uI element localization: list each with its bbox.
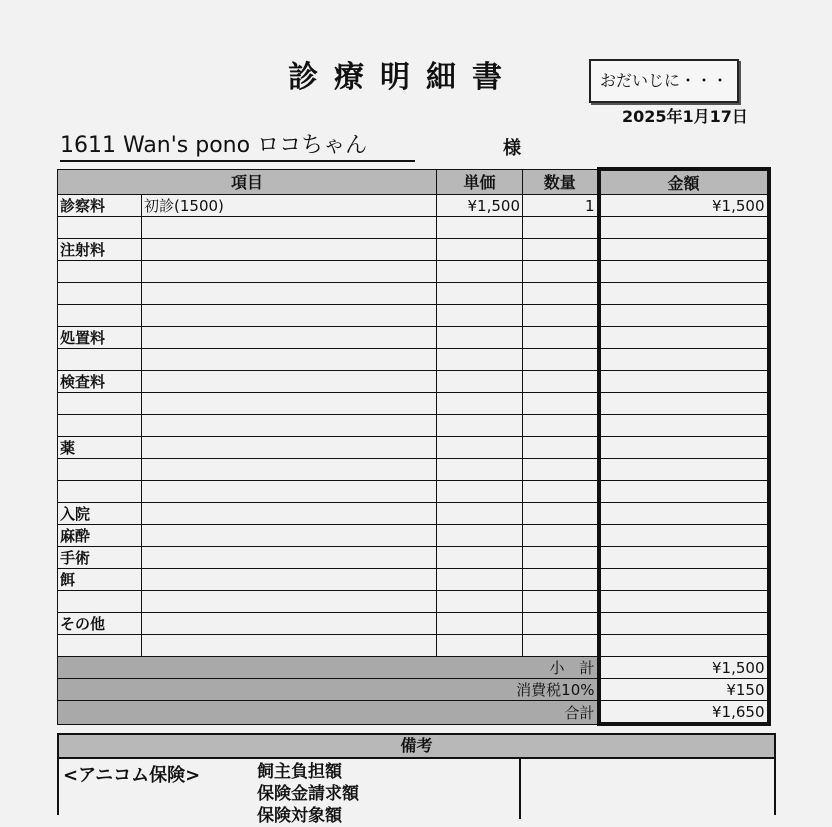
quantity-cell <box>523 283 599 305</box>
item-cell <box>142 415 437 437</box>
amount-cell <box>599 591 769 613</box>
category-cell <box>58 635 142 657</box>
unit-price-cell <box>437 569 523 591</box>
category-cell <box>58 261 142 283</box>
item-cell <box>142 327 437 349</box>
table-row <box>58 503 769 525</box>
category-cell: 注射料 <box>58 239 142 261</box>
table-row <box>58 305 769 327</box>
amount-cell <box>599 569 769 591</box>
category-cell: 入院 <box>58 503 142 525</box>
unit-price-cell <box>437 437 523 459</box>
unit-price-cell <box>437 503 523 525</box>
item-cell <box>142 481 437 503</box>
unit-price-cell <box>437 217 523 239</box>
honorific: 様 <box>503 138 521 159</box>
quantity-cell <box>523 415 599 437</box>
table-header-row <box>58 169 769 195</box>
unit-price-cell <box>437 481 523 503</box>
category-cell <box>58 349 142 371</box>
billing-table <box>57 167 771 726</box>
item-cell <box>142 613 437 635</box>
amount-cell <box>599 415 769 437</box>
quantity-cell <box>523 327 599 349</box>
issue-date: 2025年1月17日 <box>622 107 748 126</box>
table-row <box>58 481 769 503</box>
amount-cell <box>599 635 769 657</box>
quantity-cell <box>523 459 599 481</box>
item-cell <box>142 305 437 327</box>
item-cell <box>142 635 437 657</box>
amount-cell <box>599 437 769 459</box>
total-label: 合計 <box>58 701 599 725</box>
remarks-section <box>57 733 776 826</box>
table-row <box>58 393 769 415</box>
category-cell <box>58 305 142 327</box>
table-row <box>58 547 769 569</box>
unit-price-cell <box>437 635 523 657</box>
table-row <box>58 371 769 393</box>
category-cell: 検査料 <box>58 371 142 393</box>
remarks-heading: 備考 <box>59 735 774 759</box>
category-cell: 処置料 <box>58 327 142 349</box>
table-row <box>58 415 769 437</box>
quantity-cell <box>523 547 599 569</box>
category-cell: 麻酔 <box>58 525 142 547</box>
remarks-item: 保険金請求額 <box>257 784 359 804</box>
total-row <box>58 679 769 701</box>
item-cell <box>142 217 437 239</box>
category-cell: 餌 <box>58 569 142 591</box>
item-cell <box>142 459 437 481</box>
unit-price-cell <box>437 547 523 569</box>
category-cell: 診察料 <box>58 195 142 217</box>
amount-cell <box>599 305 769 327</box>
quantity-cell <box>523 437 599 459</box>
item-cell <box>142 591 437 613</box>
item-cell: 初診(1500) <box>142 195 437 217</box>
table-row <box>58 459 769 481</box>
unit-price-cell: ¥1,500 <box>437 195 523 217</box>
patient-name: 1611 Wan's pono ロコちゃん <box>60 128 415 162</box>
unit-price-cell <box>437 261 523 283</box>
table-row <box>58 525 769 547</box>
amount-cell <box>599 481 769 503</box>
amount-cell <box>599 327 769 349</box>
table-row <box>58 239 769 261</box>
item-cell <box>142 261 437 283</box>
category-cell <box>58 415 142 437</box>
item-cell <box>142 283 437 305</box>
amount-cell <box>599 217 769 239</box>
category-cell <box>58 481 142 503</box>
unit-price-cell <box>437 393 523 415</box>
category-cell <box>58 217 142 239</box>
amount-cell <box>599 261 769 283</box>
quantity-cell <box>523 503 599 525</box>
header-amount: 金額 <box>599 169 769 195</box>
item-cell <box>142 393 437 415</box>
amount-cell <box>599 349 769 371</box>
total-row <box>58 701 769 725</box>
quantity-cell <box>523 569 599 591</box>
quantity-cell <box>523 613 599 635</box>
quantity-cell: 1 <box>523 195 599 217</box>
amount-cell <box>599 393 769 415</box>
table-row <box>58 283 769 305</box>
total-amount: ¥1,650 <box>599 701 769 725</box>
unit-price-cell <box>437 591 523 613</box>
unit-price-cell <box>437 327 523 349</box>
item-cell <box>142 371 437 393</box>
amount-cell <box>599 371 769 393</box>
header-unit-price: 単価 <box>437 169 523 195</box>
item-cell <box>142 525 437 547</box>
category-cell <box>58 591 142 613</box>
total-row <box>58 657 769 679</box>
table-row <box>58 437 769 459</box>
table-row <box>58 569 769 591</box>
remarks-divider <box>519 759 521 819</box>
item-cell <box>142 569 437 591</box>
item-cell <box>142 239 437 261</box>
total-label: 小 計 <box>58 657 599 679</box>
quantity-cell <box>523 217 599 239</box>
header-quantity: 数量 <box>523 169 599 195</box>
category-cell <box>58 393 142 415</box>
amount-cell <box>599 459 769 481</box>
item-cell <box>142 437 437 459</box>
total-amount: ¥150 <box>599 679 769 701</box>
quantity-cell <box>523 525 599 547</box>
quantity-cell <box>523 591 599 613</box>
table-row <box>58 195 769 217</box>
quantity-cell <box>523 393 599 415</box>
table-row <box>58 217 769 239</box>
category-cell <box>58 283 142 305</box>
item-cell <box>142 503 437 525</box>
item-cell <box>142 349 437 371</box>
quantity-cell <box>523 261 599 283</box>
document-title: 診療明細書 <box>288 60 518 95</box>
quantity-cell <box>523 481 599 503</box>
quantity-cell <box>523 635 599 657</box>
quantity-cell <box>523 371 599 393</box>
table-row <box>58 613 769 635</box>
category-cell <box>58 459 142 481</box>
table-row <box>58 635 769 657</box>
unit-price-cell <box>437 613 523 635</box>
table-row <box>58 591 769 613</box>
amount-cell <box>599 283 769 305</box>
remarks-items <box>257 761 359 827</box>
unit-price-cell <box>437 415 523 437</box>
unit-price-cell <box>437 349 523 371</box>
amount-cell <box>599 525 769 547</box>
unit-price-cell <box>437 525 523 547</box>
remarks-item: 保険対象額 <box>257 806 342 826</box>
category-cell: 薬 <box>58 437 142 459</box>
amount-cell <box>599 613 769 635</box>
quantity-cell <box>523 239 599 261</box>
item-cell <box>142 547 437 569</box>
table-row <box>58 349 769 371</box>
total-label: 消費税10% <box>58 679 599 701</box>
unit-price-cell <box>437 283 523 305</box>
remarks-item: 飼主負担額 <box>257 762 342 782</box>
unit-price-cell <box>437 459 523 481</box>
quantity-cell <box>523 349 599 371</box>
amount-cell <box>599 239 769 261</box>
insurer-label: <アニコム保険> <box>63 765 201 786</box>
amount-cell <box>599 547 769 569</box>
table-row <box>58 327 769 349</box>
quantity-cell <box>523 305 599 327</box>
amount-cell: ¥1,500 <box>599 195 769 217</box>
unit-price-cell <box>437 305 523 327</box>
category-cell: その他 <box>58 613 142 635</box>
unit-price-cell <box>437 371 523 393</box>
odaiji-badge: おだいじに・・・ <box>589 59 739 103</box>
total-amount: ¥1,500 <box>599 657 769 679</box>
header-item: 項目 <box>58 169 437 195</box>
category-cell: 手術 <box>58 547 142 569</box>
unit-price-cell <box>437 239 523 261</box>
table-row <box>58 261 769 283</box>
amount-cell <box>599 503 769 525</box>
